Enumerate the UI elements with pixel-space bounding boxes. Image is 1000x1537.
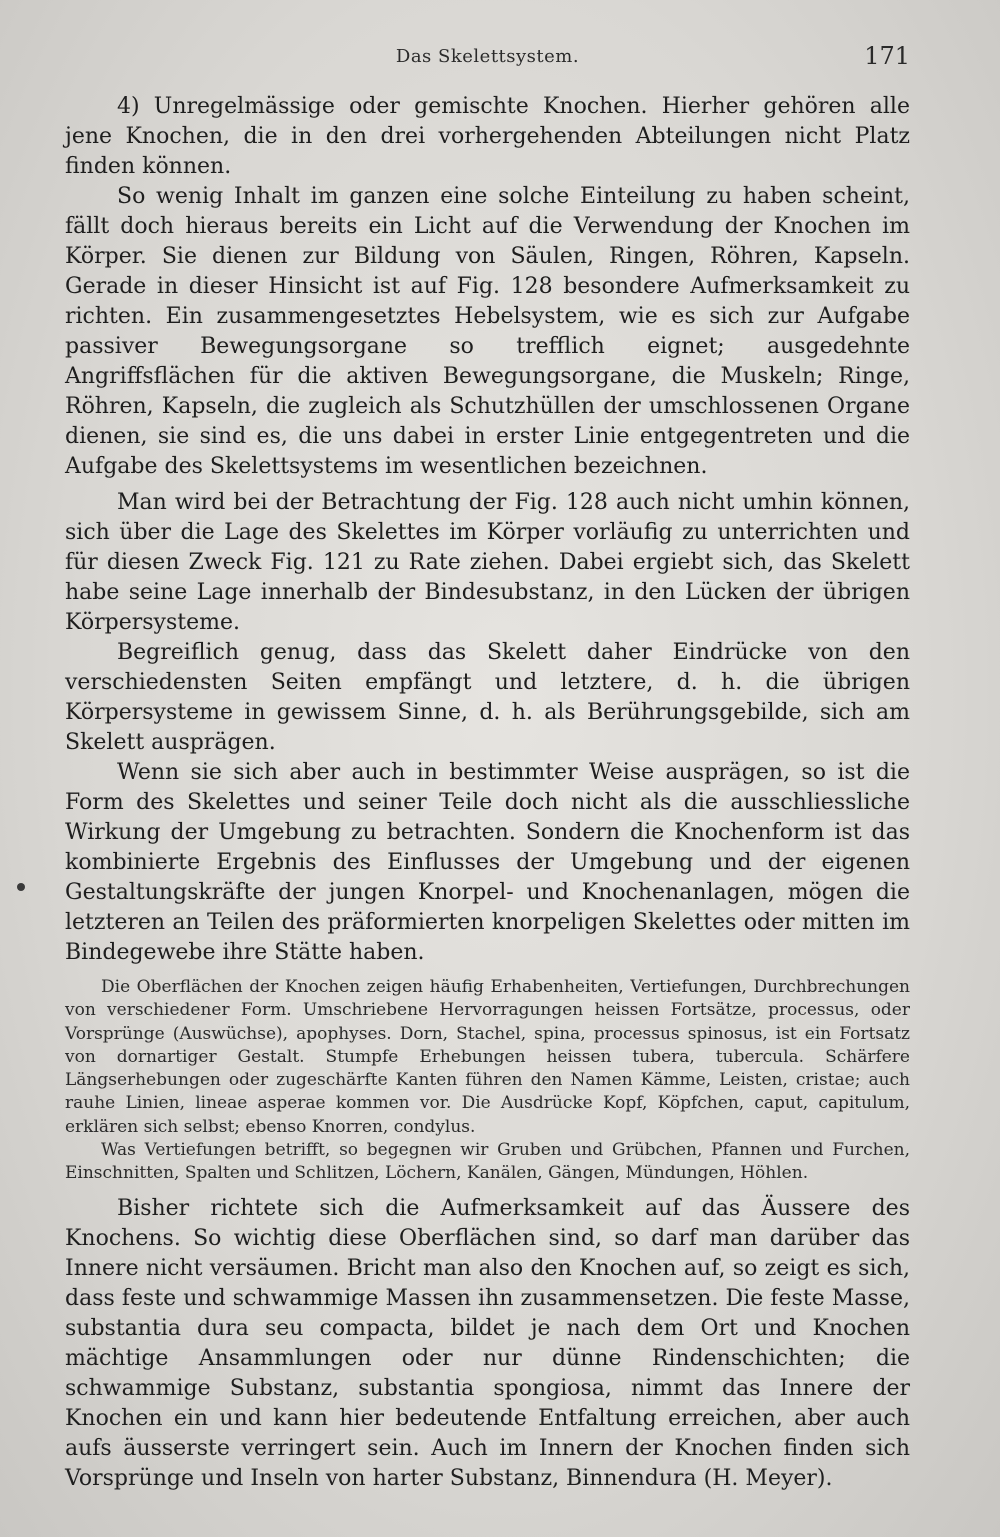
paragraph: Bisher richtete sich die Aufmerksamkeit auf das Äussere des Knochens. So wichtig diese Oberflächen sind, so darf man darüber das Innere nicht versäumen. Bricht man also den Knochen auf, so zeigt es sich, dass feste und schwammige Massen ihn zusammensetzen. Die feste Masse, substantia dura seu compacta, bildet je nach dem Ort und Knochen mächtige Ansammlungen oder nur dünne Rindenschichten; die schwammige Substanz, substantia spongiosa, nimmt das Innere der Knochen ein und kann hier bedeutende Entfaltung erreichen, aber auch aufs äusserste verringert sein. Auch im Innern der Knochen finden sich Vorsprünge und Inseln von harter Substanz, Binnendura (H. Meyer). bbox=[65, 1195, 910, 1491]
running-title: Das Skelettsystem. bbox=[395, 46, 580, 67]
note-paragraph: Was Vertiefungen betrifft, so begegnen wir Gruben und Grübchen, Pfannen und Furchen, Einschnitten, Spalten und Schlitzen, Löchern, Kanälen, Gängen, Mündungen, Höhlen. bbox=[65, 1140, 910, 1184]
page-header bbox=[65, 38, 910, 74]
note-paragraph: Die Oberflächen der Knochen zeigen häufig Erhabenheiten, Vertiefungen, Durchbrechungen von verschiedener Form. Umschriebene Hervorragungen heissen Fortsätze, processus, oder Vorsprünge (Auswüchse), apophyses. Dorn, Stachel, spina, processus spinosus, ist ein Fortsatz von dornartiger Gestalt. Stumpfe Erhebungen heissen tubera, tubercula. Schärfere Längserhebungen oder zugeschärfte Kanten führen den Namen Kämme, Leisten, cristae; auch rauhe Linien, lineae asperae kommen vor. Die Ausdrücke Kopf, Köpfchen, caput, capitulum, erklären sich selbst; ebenso Knorren, condylus. bbox=[65, 977, 910, 1137]
page-body bbox=[65, 92, 910, 1494]
paragraph: Man wird bei der Betrachtung der Fig. 128 auch nicht umhin können, sich über die Lage des Skelettes im Körper vorläufig zu unterrichten und für diesen Zweck Fig. 121 zu Rate ziehen. Dabei ergiebt sich, das Skelett habe seine Lage innerhalb der Bindesubstanz, in den Lücken der übrigen Körpersysteme. bbox=[65, 490, 910, 635]
small-print-note bbox=[65, 976, 910, 1186]
paragraph: 4) Unregelmässige oder gemischte Knochen. Hierher gehören alle jene Knochen, die in den drei vorhergehenden Abteilungen nicht Platz finden können. bbox=[65, 94, 910, 179]
main-text bbox=[65, 92, 910, 968]
paragraph: Wenn sie sich aber auch in bestimmter Weise ausprägen, so ist die Form des Skelettes und seiner Teile doch nicht als die ausschliessliche Wirkung der Umgebung zu betrachten. Sondern die Knochenform ist das kombinierte Ergebnis des Einflusses der Umgebung und der eigenen Gestaltungskräfte der jungen Knorpel- und Knochenanlagen, mögen die letzteren an Teilen des präformierten knorpeligen Skelettes oder mitten im Bindegewebe ihre Stätte haben. bbox=[65, 760, 910, 965]
closing-text bbox=[65, 1194, 910, 1494]
paragraph: So wenig Inhalt im ganzen eine solche Einteilung zu haben scheint, fällt doch hieraus bereits ein Licht auf die Verwendung der Knochen im Körper. Sie dienen zur Bildung von Säulen, Ringen, Röhren, Kapseln. Gerade in dieser Hinsicht ist auf Fig. 128 besondere Aufmerksamkeit zu richten. Ein zusammengesetztes Hebelsystem, wie es sich zur Aufgabe passiver Bewegungsorgane so trefflich eignet; ausgedehnte Angriffsflächen für die aktiven Bewegungsorgane, die Muskeln; Ringe, Röhren, Kapseln, die zugleich als Schutzhüllen der umschlossenen Organe dienen, sie sind es, die uns dabei in erster Linie entgegentreten und die Aufgabe des Skelettsystems im wesentlichen bezeichnen. bbox=[65, 184, 910, 479]
ink-spot bbox=[17, 883, 25, 891]
paragraph: Begreiflich genug, dass das Skelett daher Eindrücke von den verschiedensten Seiten empfängt und letztere, d. h. die übrigen Körpersysteme in gewissem Sinne, d. h. als Berührungsgebilde, sich am Skelett ausprägen. bbox=[65, 640, 910, 755]
page-number: 171 bbox=[864, 42, 910, 70]
